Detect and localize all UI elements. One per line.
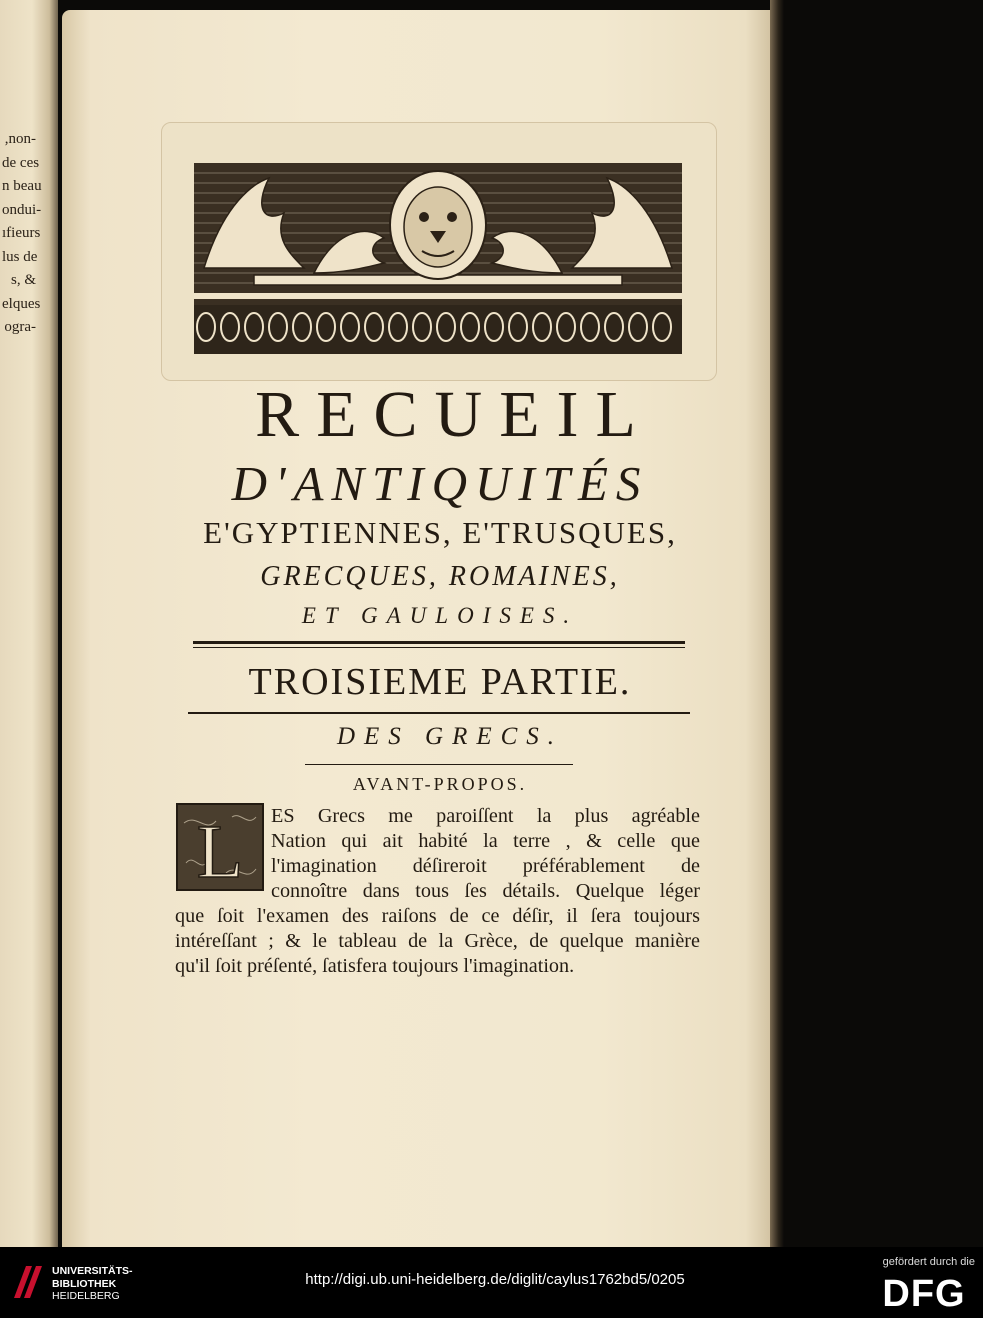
left-page-margin-text (2, 128, 42, 340)
title-line-3: E'GYPTIENNES, E'TRUSQUES, (203, 515, 677, 550)
permalink-url[interactable]: http://digi.ub.uni-heidelberg.de/diglit/caylus1762bd5/0205 (305, 1271, 685, 1288)
double-rule-thin (193, 647, 685, 648)
institution-line: HEIDELBERG (52, 1290, 120, 1302)
subsection-title: AVANT-PROPOS. (352, 774, 528, 794)
left-line: ıfieurs (2, 225, 41, 241)
short-divider-rule (305, 764, 573, 765)
body-line: l'imagination déſireroit préférablement de (271, 855, 700, 877)
title-line-4: GRECQUES, ROMAINES, (260, 561, 620, 592)
divider-rule (188, 712, 690, 714)
left-line: s, & (10, 272, 36, 288)
left-line: lus de (2, 248, 38, 265)
left-line: elques (2, 295, 41, 312)
institution-line: BIBLIOTHEK (52, 1277, 117, 1290)
book-subtitle: D'ANTIQUITÉS (231, 456, 649, 511)
book-title: RECUEIL (255, 378, 653, 451)
body-line: intéreſſant ; & le tableau de la Grèce, de quelque manière (175, 930, 700, 952)
double-rule-thick (193, 641, 685, 644)
body-text (175, 804, 700, 979)
left-line: ogra- (4, 319, 36, 335)
part-title: TROISIEME PARTIE. (248, 661, 632, 703)
dfg-logo[interactable] (874, 1274, 974, 1311)
dropcap-letter: L (196, 810, 244, 891)
page-edge-shadow (770, 0, 784, 1247)
left-line: ondui- (2, 201, 42, 218)
body-line: ES Grecs me paroiſſent la plus agréable (271, 805, 700, 827)
left-line: de ces (2, 154, 40, 171)
body-line: Nation qui ait habité la terre , & celle que (271, 830, 700, 852)
title-line-5: ET GAULOISES. (301, 603, 579, 628)
funding-caption: gefördert durch die (882, 1256, 975, 1268)
left-page-edge (0, 0, 58, 1247)
university-library-name[interactable] (52, 1265, 133, 1303)
section-title: DES GRECS. (336, 723, 564, 750)
left-line: n beau (2, 178, 42, 194)
university-library-logo-icon (10, 1262, 44, 1302)
viewer-footer (0, 1247, 983, 1318)
institution-line: UNIVERSITÄTS- (52, 1265, 133, 1277)
body-line: que ſoit l'examen des raiſons de ce déſir, il ſera toujours (175, 905, 700, 927)
lion-head-ornament-engraving (194, 163, 682, 354)
body-line: qu'il ſoit préſenté, ſatisfera toujours l'imagination. (175, 955, 575, 977)
left-line: ,non- (4, 131, 36, 147)
dfg-logo-text: DFG (882, 1274, 966, 1311)
body-line: connoître dans tous ſes détails. Quelque léger (271, 880, 700, 902)
